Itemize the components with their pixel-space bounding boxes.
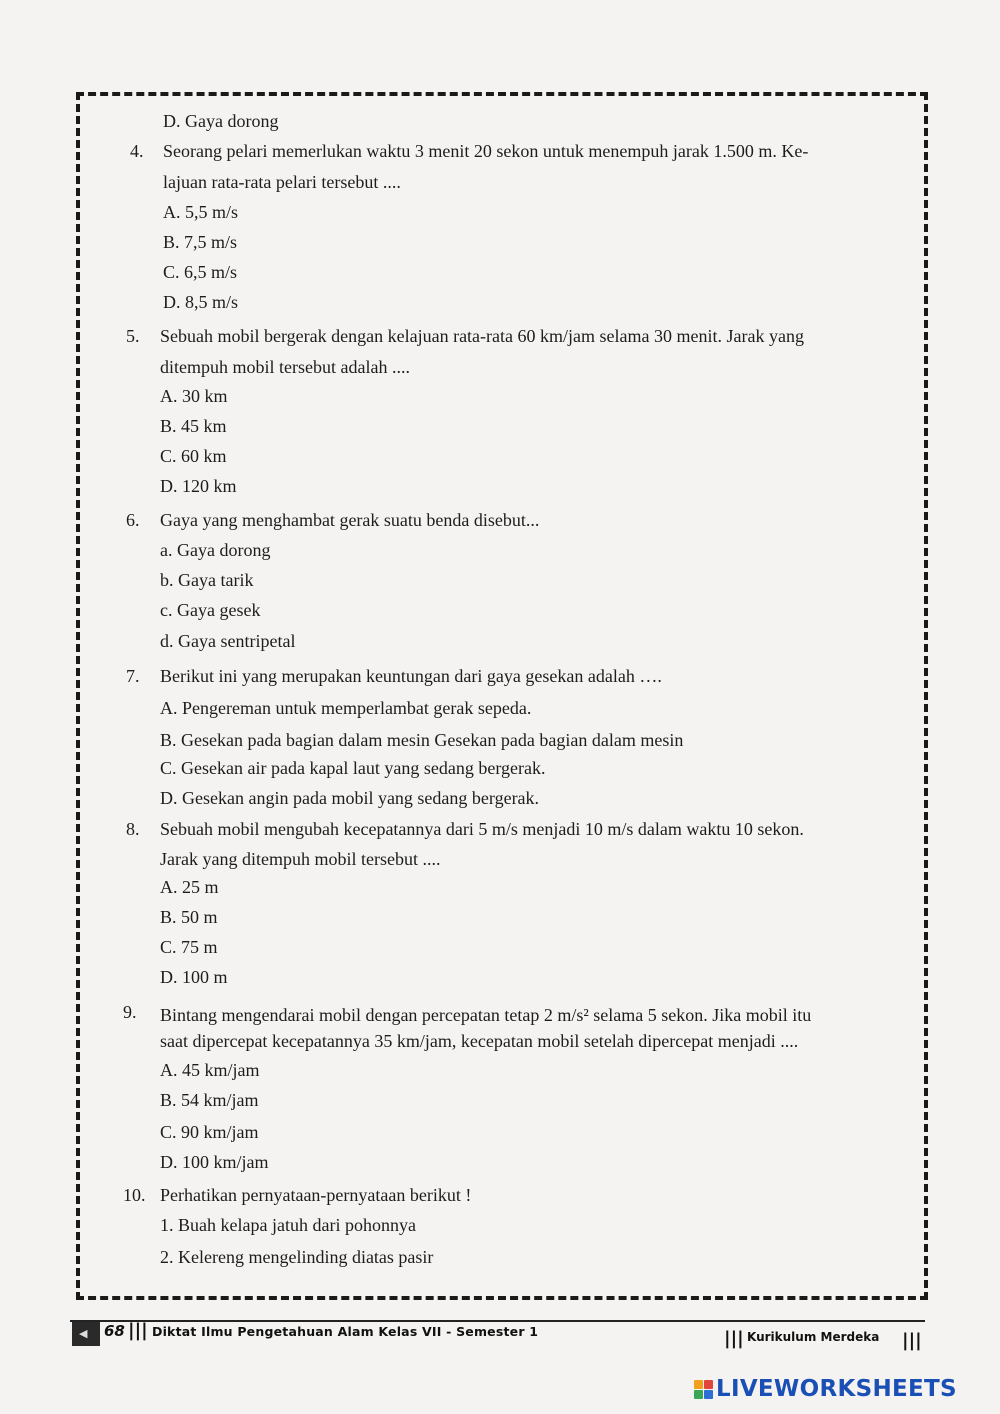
question-8-option-d[interactable]: D. 100 m [160, 967, 228, 987]
question-9-number: 9. [123, 1002, 137, 1022]
question-4-number: 4. [130, 141, 144, 161]
question-8-text-line-1: Sebuah mobil mengubah kecepatannya dari 5 m/s menjadi 10 m/s dalam waktu 10 sekon. [160, 819, 804, 839]
question-7-option-b[interactable]: B. Gesekan pada bagian dalam mesin Gesekan pada bagian dalam mesin [160, 730, 684, 750]
question-8-text-line-2: Jarak yang ditempuh mobil tersebut .... [160, 849, 441, 869]
question-5-option-b[interactable]: B. 45 km [160, 416, 227, 436]
question-4-option-b[interactable]: B. 7,5 m/s [163, 232, 238, 252]
question-5-option-c[interactable]: C. 60 km [160, 446, 227, 466]
footer-separator-left: ||| [128, 1320, 148, 1341]
question-9-text-line-1: Bintang mengendarai mobil dengan percepatan tetap 2 m/s² selama 5 sekon. Jika mobil itu [160, 1005, 812, 1025]
question-8-option-a[interactable]: A. 25 m [160, 877, 219, 897]
question-5-number: 5. [126, 326, 140, 346]
question-5-option-a[interactable]: A. 30 km [160, 386, 228, 406]
question-8-option-b[interactable]: B. 50 m [160, 907, 218, 927]
question-8-option-c[interactable]: C. 75 m [160, 937, 218, 957]
footer-separator-right: ||| [902, 1330, 922, 1351]
question-9-option-a[interactable]: A. 45 km/jam [160, 1060, 260, 1080]
page-tab [72, 1322, 100, 1346]
question-4-option-c[interactable]: C. 6,5 m/s [163, 262, 238, 282]
page-footer [70, 1318, 930, 1358]
question-4-text-line-2: lajuan rata-rata pelari tersebut .... [163, 172, 401, 192]
arrow-left-icon: ◀ [79, 1327, 88, 1340]
question-6-number: 6. [126, 510, 140, 530]
footer-separator-mid: ||| [724, 1328, 744, 1349]
question-5-text-line-1: Sebuah mobil bergerak dengan kelajuan rata-rata 60 km/jam selama 30 menit. Jarak yang [160, 326, 804, 346]
liveworksheets-logo [694, 1374, 957, 1404]
question-4-option-d[interactable]: D. 8,5 m/s [163, 292, 239, 312]
question-9-option-d[interactable]: D. 100 km/jam [160, 1152, 269, 1172]
question-6-option-c[interactable]: c. Gaya gesek [160, 600, 261, 620]
question-7-option-c[interactable]: C. Gesekan air pada kapal laut yang sedang bergerak. [160, 758, 546, 778]
question-7-option-d[interactable]: D. Gesekan angin pada mobil yang sedang bergerak. [160, 788, 540, 808]
question-7-number: 7. [126, 666, 140, 686]
question-6-option-d[interactable]: d. Gaya sentripetal [160, 631, 296, 651]
question-10-statement-2: 2. Kelereng mengelinding diatas pasir [160, 1247, 434, 1267]
question-8-number: 8. [126, 819, 140, 839]
option-top-d: D. Gaya dorong [163, 111, 279, 131]
question-9-text-line-2: saat dipercepat kecepatannya 35 km/jam, kecepatan mobil setelah dipercepat menjadi .... [160, 1031, 799, 1051]
page-number: 68 [104, 1322, 125, 1340]
question-7-text: Berikut ini yang merupakan keuntungan dari gaya gesekan adalah …. [160, 666, 662, 686]
question-10-text: Perhatikan pernyataan-pernyataan berikut ! [160, 1185, 472, 1205]
question-10-number: 10. [123, 1185, 146, 1205]
question-4-text-line-1: Seorang pelari memerlukan waktu 3 menit 20 sekon untuk menempuh jarak 1.500 m. Ke- [163, 141, 809, 161]
question-5-text-line-2: ditempuh mobil tersebut adalah .... [160, 357, 410, 377]
question-10-statement-1: 1. Buah kelapa jatuh dari pohonnya [160, 1215, 416, 1235]
question-5-option-d[interactable]: D. 120 km [160, 476, 237, 496]
liveworksheets-icon [694, 1380, 713, 1399]
question-4-option-a[interactable]: A. 5,5 m/s [163, 202, 239, 222]
question-9-option-c[interactable]: C. 90 km/jam [160, 1122, 259, 1142]
question-6-text: Gaya yang menghambat gerak suatu benda disebut... [160, 510, 540, 530]
question-6-option-b[interactable]: b. Gaya tarik [160, 570, 254, 590]
brand-text: LIVEWORKSHEETS [716, 1376, 957, 1402]
question-9-option-b[interactable]: B. 54 km/jam [160, 1090, 259, 1110]
question-6-option-a[interactable]: a. Gaya dorong [160, 540, 271, 560]
question-7-option-a[interactable]: A. Pengereman untuk memperlambat gerak sepeda. [160, 698, 532, 718]
footer-curriculum: Kurikulum Merdeka [747, 1330, 880, 1344]
footer-title: Diktat Ilmu Pengetahuan Alam Kelas VII - Semester 1 [152, 1324, 539, 1339]
